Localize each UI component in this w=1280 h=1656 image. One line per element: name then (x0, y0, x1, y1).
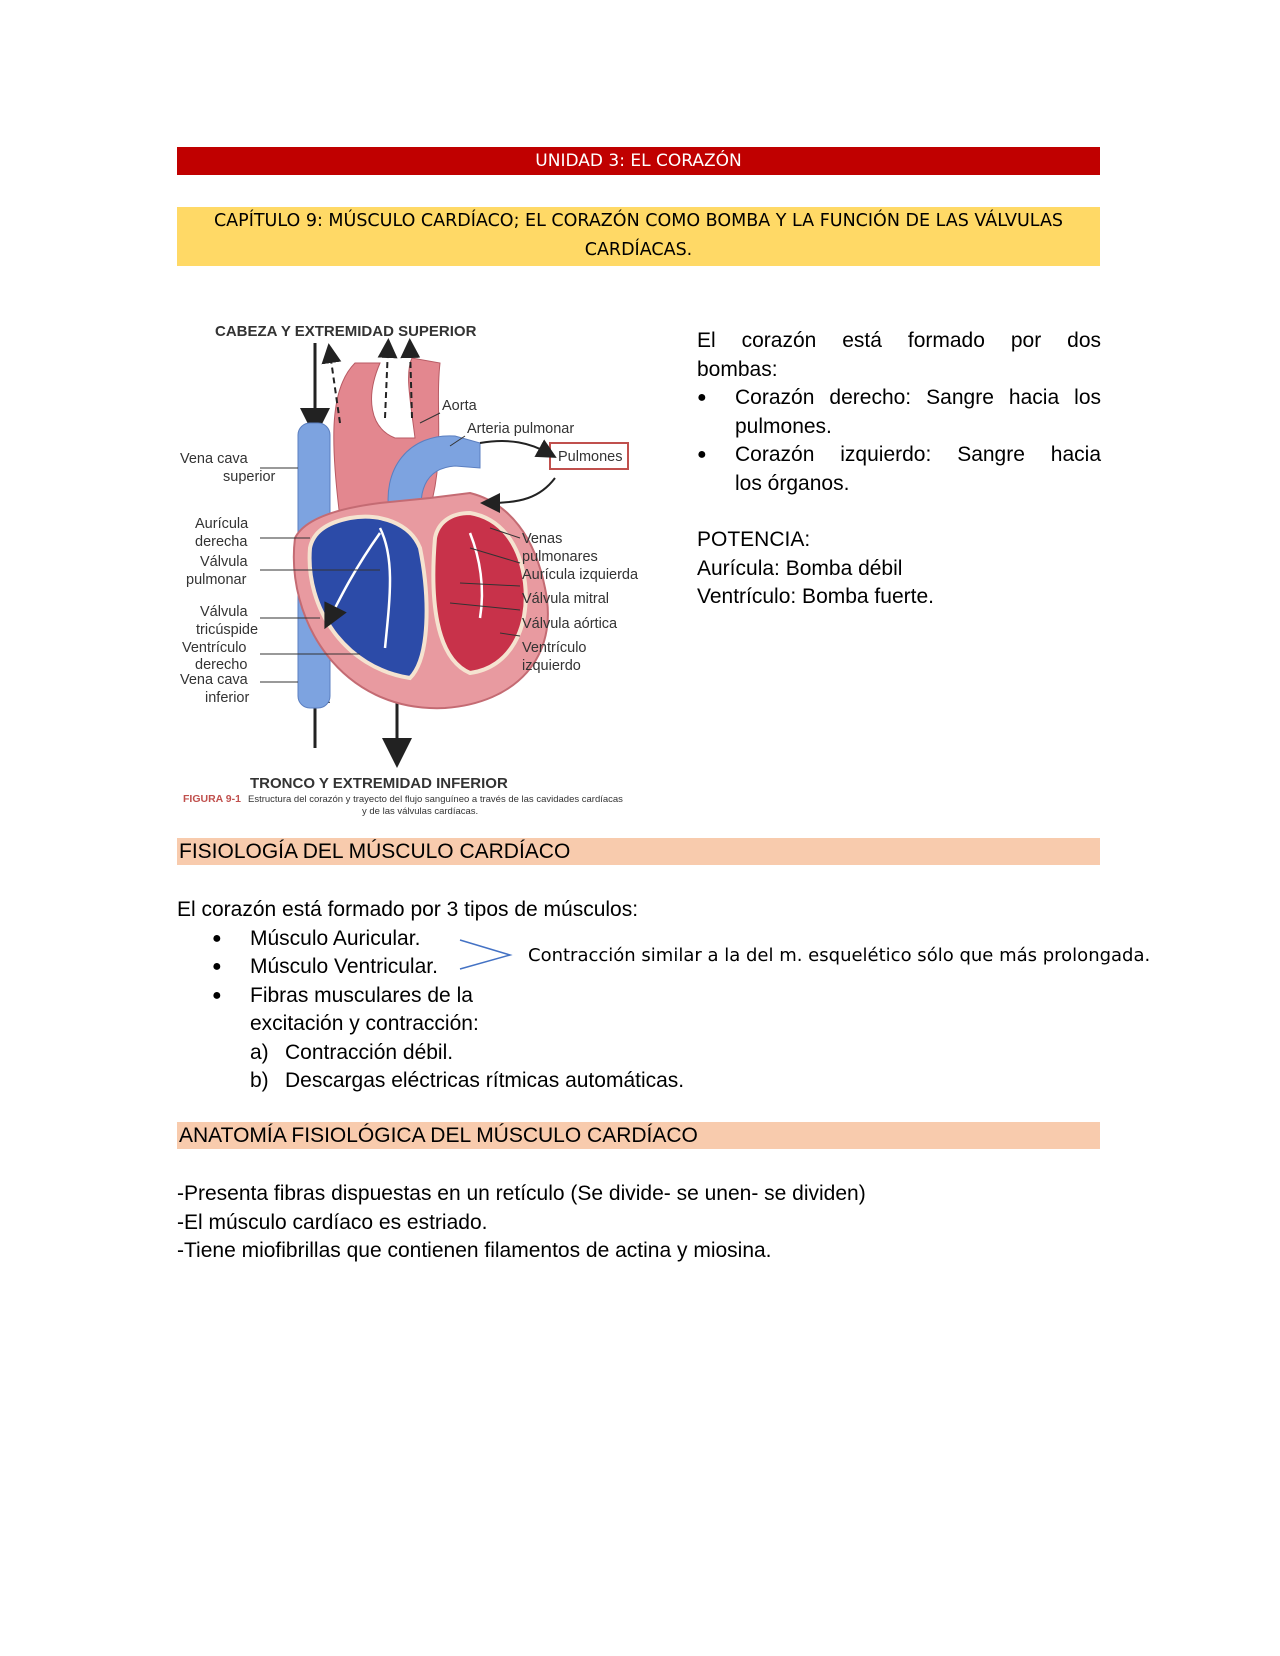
figure-top-label: CABEZA Y EXTREMIDAD SUPERIOR (215, 323, 477, 340)
label-ventriculo-izquierdo-2: izquierdo (522, 658, 581, 674)
label-venas-pulmonares-1: Venas (522, 531, 563, 547)
figure-bottom-label: TRONCO Y EXTREMIDAD INFERIOR (250, 775, 508, 792)
bullet-left-heart (697, 441, 1101, 498)
label-valvula-pulmonar-1: Válvula (200, 554, 248, 570)
bullet-right-heart-line-2: pulmones. (735, 414, 832, 438)
bullet-ventricular: Músculo Ventricular. (250, 955, 438, 978)
label-valvula-tricuspide-2: tricúspide (196, 622, 259, 638)
bullet-dot-icon: ● (212, 958, 222, 975)
sub-item (250, 1039, 737, 1068)
bullet-dot-icon: ● (212, 986, 222, 1004)
unit-title: UNIDAD 3: EL CORAZÓN (177, 147, 1100, 175)
caption-line-2: y de las válvulas cardíacas. (362, 806, 479, 817)
label-auricula-derecha-1: Aurícula (195, 516, 249, 532)
bullet-left-heart-line-2: los órganos. (735, 471, 850, 495)
potencia-auricula: Aurícula: Bomba débil (697, 556, 903, 580)
bullet-dot-icon: ● (212, 929, 222, 947)
label-ventriculo-derecho-2: derecho (195, 657, 248, 673)
potencia-ventriculo: Ventrículo: Bomba fuerte. (697, 585, 934, 608)
sub-marker: a) (250, 1040, 269, 1064)
section-fisiologia-body (177, 896, 737, 1096)
label-vena-cava-inferior-1: Vena cava (180, 672, 248, 688)
heart-figure (180, 318, 680, 818)
label-valvula-tricuspide-1: Válvula (200, 604, 248, 620)
bullet-dot-icon: ● (697, 389, 707, 406)
sub-text: Contracción débil. (285, 1040, 454, 1064)
section-anatomia-body (177, 1180, 1100, 1266)
label-aorta: Aorta (442, 398, 477, 414)
label-arteria-pulmonar: Arteria pulmonar (467, 421, 575, 437)
chapter-title: CAPÍTULO 9: MÚSCULO CARDÍACO; EL CORAZÓN COMO BOMBA Y LA FUNCIÓN DE LAS VÁLVULAS CARDÍACAS. (177, 207, 1100, 266)
dashed-arrow-2 (385, 348, 388, 418)
label-vena-cava-superior-2: superior (223, 469, 276, 485)
caption-tag: FIGURA 9-1 (183, 793, 241, 805)
aorta-shape (334, 358, 440, 518)
section-anatomia-title: ANATOMÍA FISIOLÓGICA DEL MÚSCULO CARDÍACO (177, 1122, 1100, 1149)
bullet-fibras-line-1: Fibras musculares de la (250, 983, 473, 1007)
label-auricula-izquierda: Aurícula izquierda (522, 567, 639, 583)
list-item (212, 982, 737, 1039)
bullet-right-heart-line-1: Corazón derecho: Sangre hacia los (735, 386, 1101, 409)
label-pulmones: Pulmones (558, 449, 623, 465)
anatomy-line-1: -Presenta fibras dispuestas en un retículo (Se divide- se unen- se dividen) (177, 1182, 866, 1205)
bullet-fibras-line-2: excitación y contracción: (250, 1012, 479, 1035)
bullet-left-heart-line-1: Corazón izquierdo: Sangre hacia (735, 443, 1101, 466)
intro-line-1: El corazón está formado por dos (697, 329, 1101, 352)
heart-diagram (180, 318, 680, 818)
label-auricula-derecha-2: derecha (195, 534, 248, 550)
section-fisiologia-title: FISIOLOGÍA DEL MÚSCULO CARDÍACO (177, 838, 1100, 865)
label-ventriculo-derecho-1: Ventrículo (182, 640, 247, 656)
label-venas-pulmonares-2: pulmonares (522, 549, 598, 565)
bullet-dot-icon: ● (697, 446, 707, 463)
label-valvula-pulmonar-2: pulmonar (186, 572, 247, 588)
arrow-from-lungs (490, 478, 555, 503)
anatomy-line-3: -Tiene miofibrillas que contienen filamentos de actina y miosina. (177, 1239, 772, 1262)
annotation-bracket (455, 935, 515, 975)
caption-line-1: Estructura del corazón y trayecto del flujo sanguíneo a través de las cavidades cardíacas (248, 794, 623, 805)
anatomy-line-2: -El músculo cardíaco es estriado. (177, 1210, 488, 1234)
annotation-text: Contracción similar a la del m. esquelético sólo que más prolongada. (528, 945, 1151, 966)
bullet-auricular: Músculo Auricular. (250, 926, 421, 950)
sub-item (250, 1067, 737, 1096)
label-vena-cava-superior-1: Vena cava (180, 451, 248, 467)
muscle-types-intro: El corazón está formado por 3 tipos de músculos: (177, 898, 639, 921)
bullet-right-heart (697, 384, 1101, 441)
sub-marker: b) (250, 1069, 269, 1092)
right-text-block (697, 327, 1101, 612)
potencia-title: POTENCIA: (697, 528, 811, 551)
intro-line-2: bombas: (697, 357, 778, 381)
label-ventriculo-izquierdo-1: Ventrículo (522, 640, 587, 656)
arrow-to-lungs (480, 441, 548, 453)
label-vena-cava-inferior-2: inferior (205, 690, 250, 706)
label-valvula-aortica: Válvula aórtica (522, 616, 618, 632)
label-valvula-mitral: Válvula mitral (522, 591, 610, 607)
sub-text: Descargas eléctricas rítmicas automáticas. (285, 1069, 685, 1092)
